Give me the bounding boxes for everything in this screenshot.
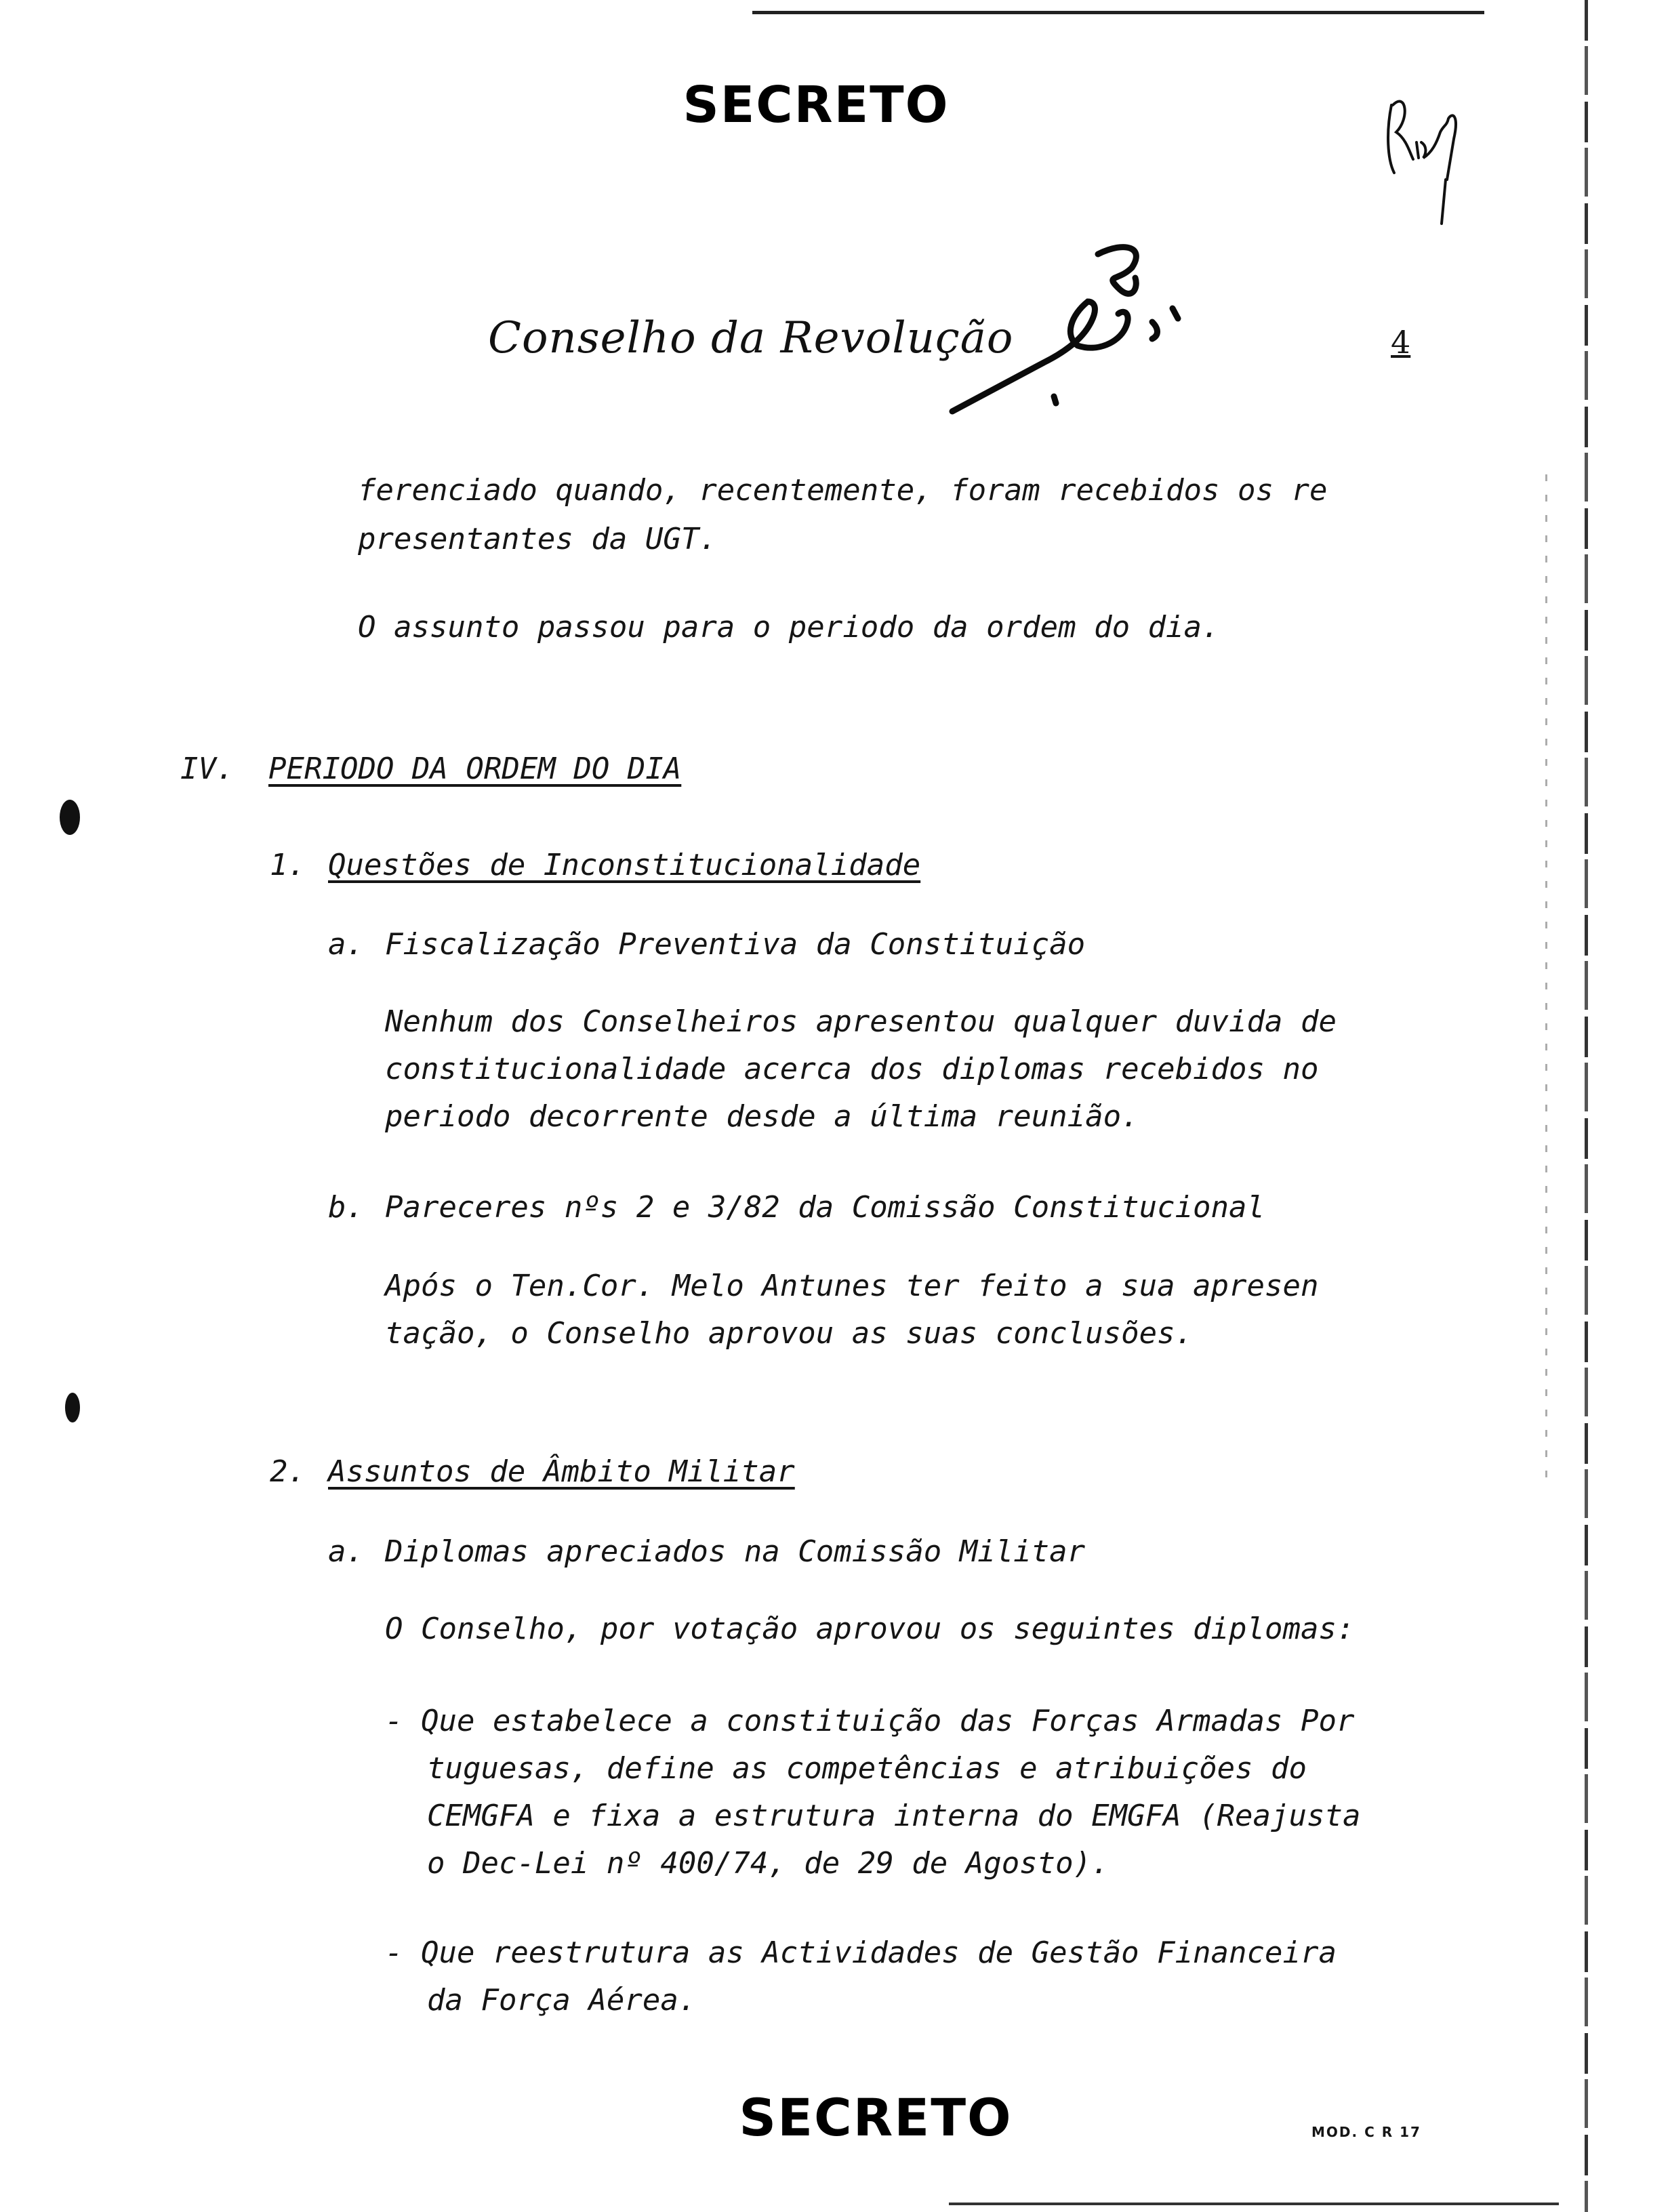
item2-number: 2. bbox=[270, 1454, 306, 1489]
intro-line-2: presentantes da UGT. bbox=[358, 522, 717, 556]
scan-edge-right bbox=[1585, 0, 1588, 2212]
classification-stamp-top: SECRETO bbox=[683, 76, 950, 134]
item1a-label: a. bbox=[328, 927, 364, 962]
bullet2-line-2: da Força Aérea. bbox=[427, 1983, 697, 2018]
bullet1-line-1: - Que estabelece a constituição das Forças Armadas Por bbox=[385, 1704, 1355, 1738]
handwritten-initials bbox=[1379, 78, 1467, 234]
bullet1-line-3: CEMGFA e fixa a estrutura interna do EMGFA (Reajusta bbox=[427, 1799, 1361, 1833]
scan-edge-top bbox=[752, 11, 1484, 14]
item1b-title: Pareceres nºs 2 e 3/82 da Comissão Constitucional bbox=[385, 1190, 1265, 1225]
section-title: PERIODO DA ORDEM DO DIA bbox=[268, 752, 682, 786]
item1a-text-line-2: constitucionalidade acerca dos diplomas recebidos no bbox=[385, 1052, 1319, 1086]
letterhead-title: Conselho da Revolução bbox=[488, 313, 1014, 363]
item1a-text-line-1: Nenhum dos Conselheiros apresentou qualquer duvida de bbox=[385, 1004, 1337, 1039]
item1-title: Questões de Inconstitucionalidade bbox=[328, 848, 921, 882]
bullet1-line-2: tuguesas, define as competências e atribuições do bbox=[427, 1751, 1307, 1786]
item1b-text-line-1: Após o Ten.Cor. Melo Antunes ter feito a sua apresen bbox=[385, 1269, 1319, 1303]
section-number: IV. bbox=[180, 752, 235, 786]
item2a-label: a. bbox=[328, 1534, 364, 1569]
punch-hole-lower bbox=[65, 1393, 80, 1422]
item1b-text-line-2: tação, o Conselho aprovou as suas conclusões. bbox=[385, 1316, 1194, 1351]
bullet1-line-4: o Dec-Lei nº 400/74, de 29 de Agosto). bbox=[427, 1846, 1109, 1881]
item2a-intro: O Conselho, por votação aprovou os seguintes diplomas: bbox=[385, 1612, 1355, 1646]
item2a-title: Diplomas apreciados na Comissão Militar bbox=[385, 1534, 1086, 1569]
scan-shadow-right bbox=[1545, 474, 1547, 1491]
intro-line-1: ferenciado quando, recentemente, foram recebidos os re bbox=[358, 473, 1328, 508]
form-code: MOD. C R 17 bbox=[1311, 2124, 1421, 2140]
item1b-label: b. bbox=[328, 1190, 364, 1225]
classification-stamp-bottom: SECRETO bbox=[739, 2087, 1013, 2148]
item2-title: Assuntos de Âmbito Militar bbox=[328, 1454, 795, 1489]
intro-closing: O assunto passou para o periodo da ordem do dia. bbox=[358, 610, 1220, 644]
scan-edge-bottom bbox=[949, 2203, 1559, 2205]
item1-number: 1. bbox=[270, 848, 306, 882]
page-number: 4 bbox=[1391, 324, 1411, 361]
punch-hole-upper bbox=[60, 800, 80, 835]
item1a-title: Fiscalização Preventiva da Constituição bbox=[385, 927, 1086, 962]
item1a-text-line-3: periodo decorrente desde a última reunião. bbox=[385, 1099, 1139, 1134]
bullet2-line-1: - Que reestrutura as Actividades de Gestão Financeira bbox=[385, 1936, 1337, 1970]
handwritten-signature bbox=[949, 227, 1193, 417]
